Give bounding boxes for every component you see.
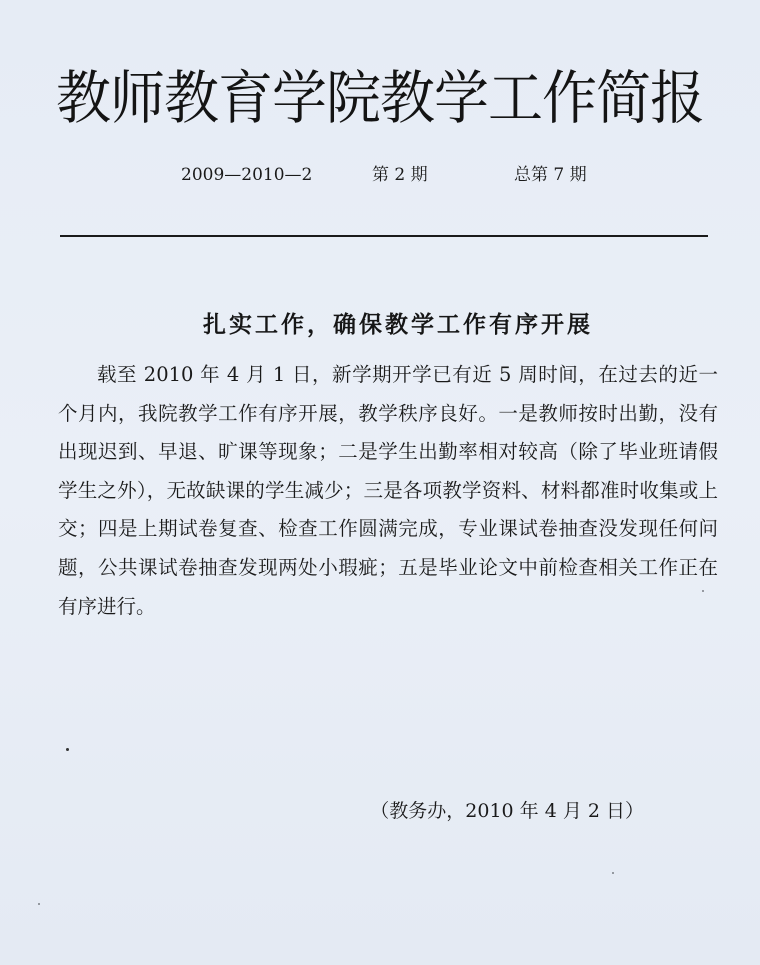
- newsletter-title: 教师教育学院教学工作简报: [55, 64, 704, 132]
- article-signature: （教务办，2010 年 4 月 2 日）: [370, 800, 644, 822]
- issue-term: 2009—2010—2: [181, 165, 313, 185]
- issue-number: 第 2 期: [372, 165, 428, 185]
- paper-speck: [612, 872, 614, 874]
- issue-total-number: 总第 7 期: [514, 165, 587, 185]
- header-divider: [60, 235, 708, 237]
- article-headline: 扎实工作，确保教学工作有序开展: [203, 312, 593, 338]
- paper-speck: [702, 590, 704, 592]
- stray-mark: [66, 748, 69, 751]
- article-body: 载至 2010 年 4 月 1 日，新学期开学已有近 5 周时间，在过去的近一个月内，我院教学工作有序开展，教学秩序良好。一是教师按时出勤，没有出现迟到、早退、旷课等现象；二是学生出勤率相对较高（除了毕业班请假学生之外），无故缺课的学生减少；三是各项教学资料、材料都准时收集或上交；四是上期试卷复查、检查工作圆满完成，专业课试卷抽查没发现任何问题，公共课试卷抽查发现两处小瑕疵；五是毕业论文中前检查相关工作正在有序进行。: [58, 363, 718, 618]
- paper-speck: [38, 903, 40, 905]
